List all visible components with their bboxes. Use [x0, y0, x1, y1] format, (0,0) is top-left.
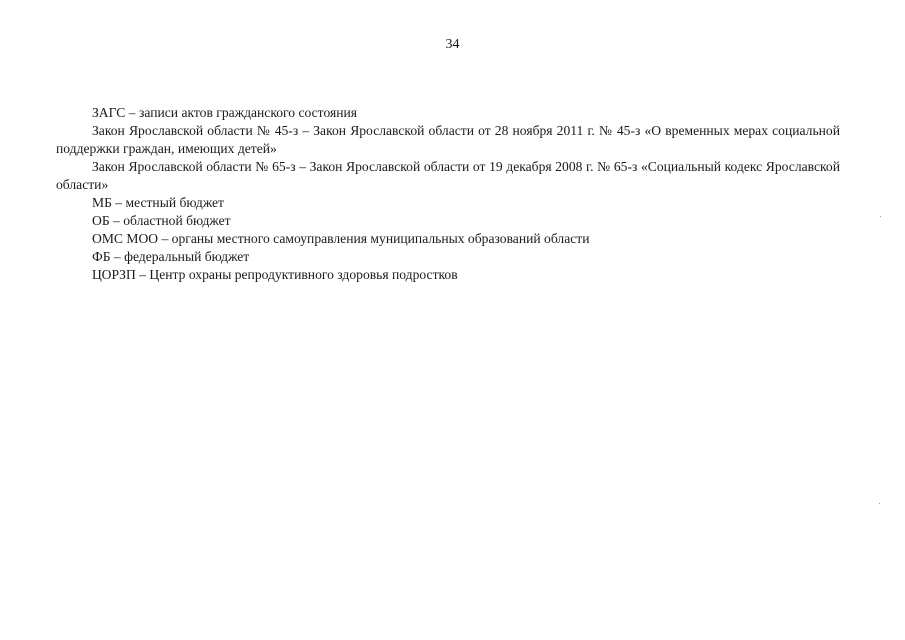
abbreviation-entry-mb: МБ – местный бюджет	[92, 195, 225, 210]
abbreviation-entry-law-65z: Закон Ярославской области № 65-з – Закон Ярославской области от 19 декабря 2008 г. № 65-з «Социальный кодекс Ярославской области»	[56, 159, 840, 192]
scan-speck	[880, 216, 881, 217]
abbreviations-list	[56, 104, 840, 284]
abbreviation-entry-corzp: ЦОРЗП – Центр охраны репродуктивного здоровья подростков	[92, 267, 458, 282]
abbreviation-entry-zags: ЗАГС – записи актов гражданского состояния	[92, 105, 358, 120]
scan-speck	[879, 503, 880, 504]
abbreviation-entry-law-45z: Закон Ярославской области № 45-з – Закон Ярославской области от 28 ноября 2011 г. № 45-з «О временных мерах социальной поддержки граждан, имеющих детей»	[56, 123, 840, 156]
abbreviation-entry-oms-moo: ОМС МОО – органы местного самоуправления муниципальных образований области	[92, 231, 590, 246]
abbreviation-entry-fb: ФБ – федеральный бюджет	[92, 249, 250, 264]
page-number: 34	[445, 37, 460, 52]
abbreviation-entry-ob: ОБ – областной бюджет	[92, 213, 231, 228]
